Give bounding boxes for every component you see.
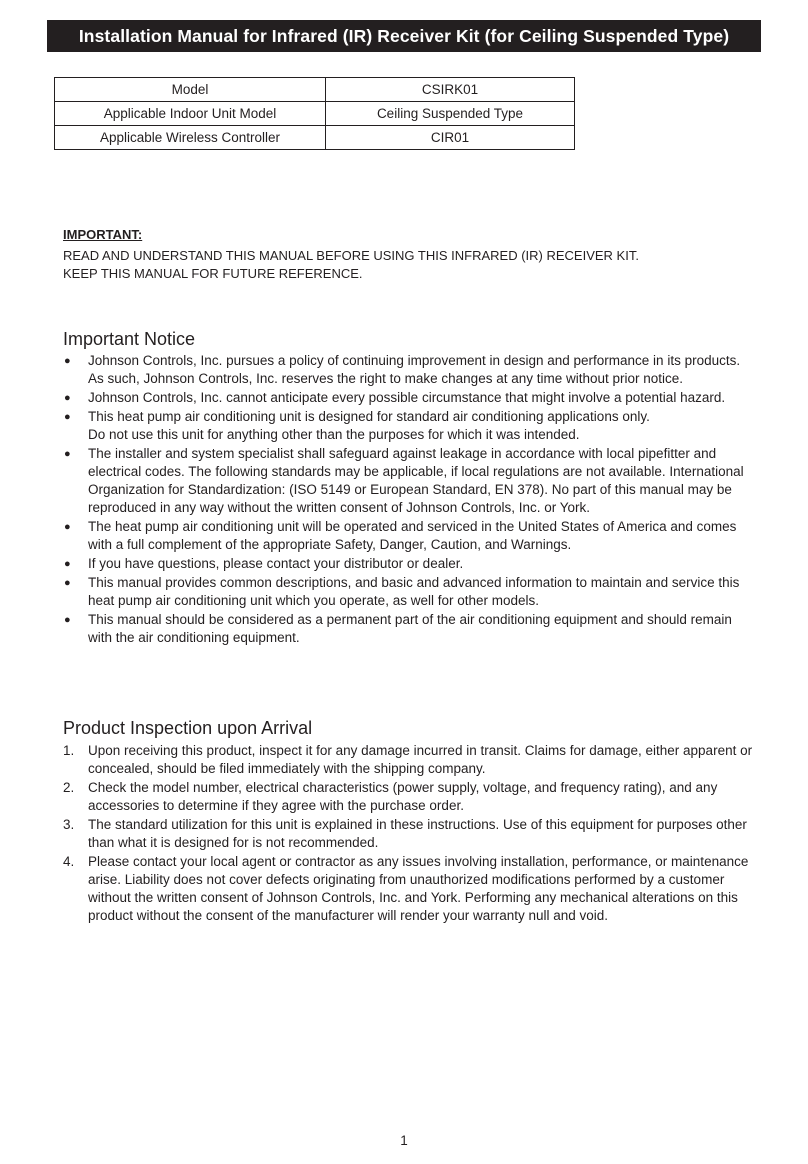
important-heading: IMPORTANT: (63, 227, 143, 242)
important-line: KEEP THIS MANUAL FOR FUTURE REFERENCE. (63, 266, 363, 281)
table-cell-value: Ceiling Suspended Type (326, 102, 575, 126)
table-row (55, 102, 575, 126)
list-item (63, 555, 758, 573)
step-number: 3. (63, 817, 75, 832)
list-item (63, 518, 758, 554)
list-item (63, 352, 758, 388)
list-item (63, 816, 758, 852)
step-number: 4. (63, 854, 75, 869)
bullet-icon: ● (64, 521, 71, 533)
list-item (63, 742, 758, 778)
table-row (55, 126, 575, 150)
table-cell-label: Model (55, 78, 326, 102)
step-number: 2. (63, 780, 75, 795)
page-title: Installation Manual for Infrared (IR) Receiver Kit (for Ceiling Suspended Type) (47, 20, 761, 52)
section-title-product-inspection: Product Inspection upon Arrival (63, 718, 313, 738)
table-cell-label: Applicable Wireless Controller (55, 126, 326, 150)
list-item-text: The heat pump air conditioning unit will be operated and serviced in the United States of America and comes with a full complement of the appropriate Safety, Danger, Caution, and Warnings. (88, 519, 737, 552)
table-row (55, 78, 575, 102)
list-item-text: The standard utilization for this unit is explained in these instructions. Use of this equipment for purposes other than what it is designed for is not recommended. (88, 817, 747, 850)
inspection-list (63, 742, 758, 926)
table-cell-value: CIR01 (326, 126, 575, 150)
bullet-icon: ● (64, 448, 71, 460)
bullet-icon: ● (64, 355, 71, 367)
page-number: 1 (400, 1133, 408, 1148)
list-item (63, 779, 758, 815)
list-item-text: The installer and system specialist shall safeguard against leakage in accordance with local pipefitter and electrical codes. The following standards may be applicable, if local regulations are not available. International Organization for Standardization: (ISO 5149 or European Standard, EN 378). No part of this manual may be reproduced in any way without the written consent of Johnson Controls, Inc. or York. (88, 446, 744, 515)
list-item-text: Please contact your local agent or contractor as any issues involving installation, performance, or maintenance arise. Liability does not cover defects originating from unauthorized modifications performed by a customer without the written consent of Johnson Controls, Inc. and York. Performing any mechanical alterations on this product without the consent of the manufacturer will render your warranty null and void. (88, 854, 749, 923)
bullet-icon: ● (64, 411, 71, 423)
list-item-text: Check the model number, electrical characteristics (power supply, voltage, and frequency rating), and any accessories to determine if they agree with the purchase order. (88, 780, 718, 813)
bullet-icon: ● (64, 558, 71, 570)
bullet-icon: ● (64, 614, 71, 626)
list-item (63, 408, 758, 444)
step-number: 1. (63, 743, 75, 758)
spec-table (54, 77, 575, 150)
list-item-text: Johnson Controls, Inc. pursues a policy of continuing improvement in design and performance in its products. As such, Johnson Controls, Inc. reserves the right to make changes at any time without prior notice. (88, 353, 741, 386)
list-item-text: Johnson Controls, Inc. cannot anticipate every possible circumstance that might involve a potential hazard. (88, 390, 726, 405)
important-line: READ AND UNDERSTAND THIS MANUAL BEFORE USING THIS INFRARED (IR) RECEIVER KIT. (63, 248, 639, 263)
table-cell-value: CSIRK01 (326, 78, 575, 102)
list-item-text: This manual provides common descriptions, and basic and advanced information to maintain and service this heat pump air conditioning unit which you operate, as well for other models. (88, 575, 740, 608)
section-title-important-notice: Important Notice (63, 329, 196, 349)
important-text (63, 247, 763, 283)
list-item-text: This manual should be considered as a permanent part of the air conditioning equipment and should remain with the air conditioning equipment. (88, 612, 732, 645)
list-item (63, 611, 758, 647)
list-item (63, 445, 758, 517)
table-cell-label: Applicable Indoor Unit Model (55, 102, 326, 126)
list-item-text: If you have questions, please contact your distributor or dealer. (88, 556, 464, 571)
bullet-icon: ● (64, 392, 71, 404)
list-item (63, 389, 758, 407)
notice-list (63, 352, 758, 648)
list-item-text: Upon receiving this product, inspect it for any damage incurred in transit. Claims for damage, either apparent or concealed, should be filed immediately with the shipping company. (88, 743, 753, 776)
bullet-icon: ● (64, 577, 71, 589)
list-item (63, 574, 758, 610)
list-item-text: This heat pump air conditioning unit is designed for standard air conditioning applications only. Do not use this unit for anything other than the purposes for which it was intended. (88, 409, 650, 442)
list-item (63, 853, 758, 925)
